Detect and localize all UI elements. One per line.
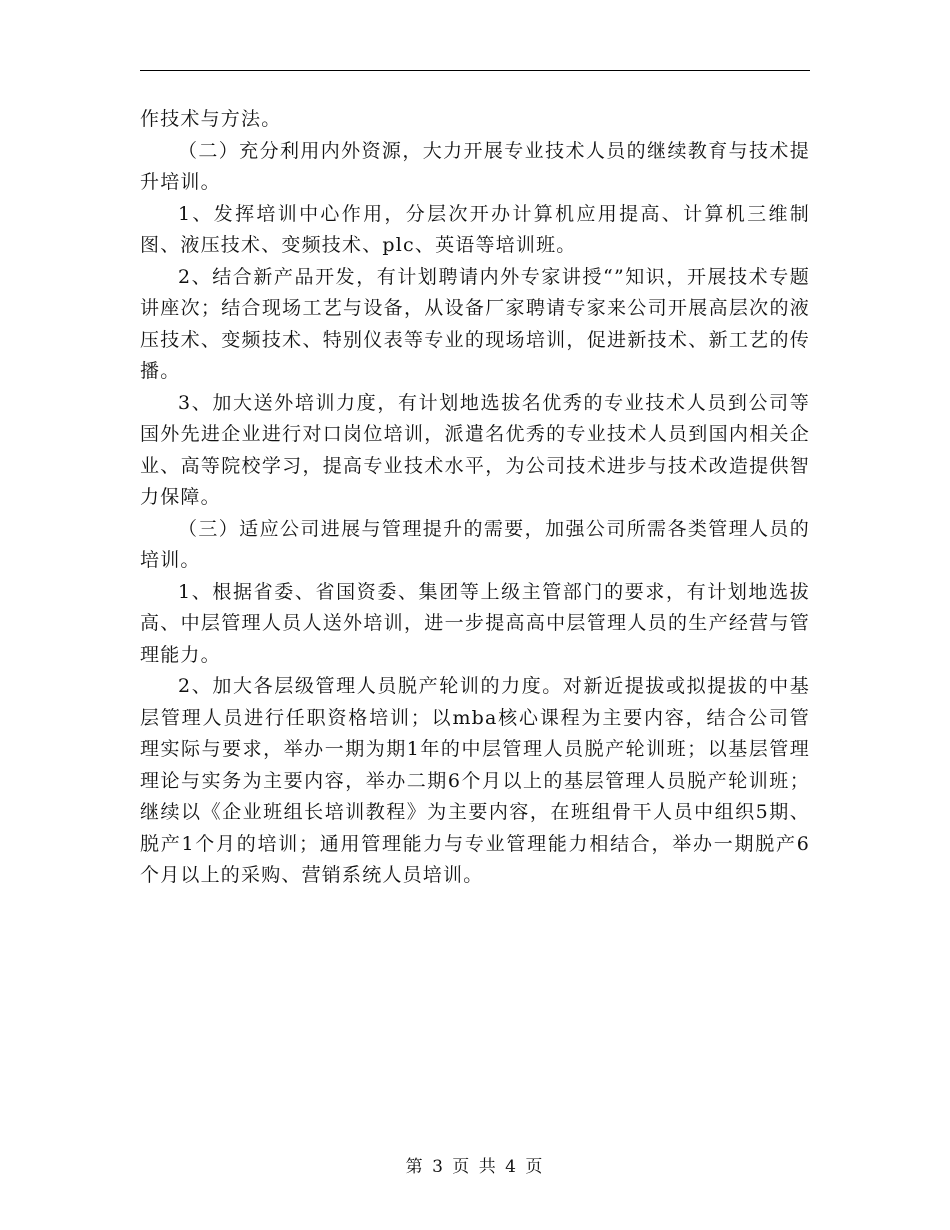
section-heading: （二）充分利用内外资源，大力开展专业技术人员的继续教育与技术提升培训。 — [140, 139, 810, 193]
page-number-footer: 第 3 页 共 4 页 — [405, 1157, 545, 1177]
paragraph: 1、发挥培训中心作用，分层次开办计算机应用提高、计算机三维制图、液压技术、变频技术、plc、英语等培训班。 — [140, 202, 810, 256]
section-heading: （三）适应公司进展与管理提升的需要，加强公司所需各类管理人员的培训。 — [140, 517, 810, 571]
header-rule — [140, 70, 810, 71]
paragraph: 1、根据省委、省国资委、集团等上级主管部门的要求，有计划地选拔高、中层管理人员人送外培训，进一步提高高中层管理人员的生产经营与管理能力。 — [140, 580, 810, 666]
paragraph: 3、加大送外培训力度，有计划地选拔名优秀的专业技术人员到公司等国外先进企业进行对口岗位培训，派遣名优秀的专业技术人员到国内相关企业、高等院校学习，提高专业技术水平，为公司技术进步与技术改造提供智力保障。 — [140, 391, 810, 508]
paragraph: 2、加大各层级管理人员脱产轮训的力度。对新近提拔或拟提拔的中基层管理人员进行任职资格培训；以mba核心课程为主要内容，结合公司管理实际与要求，举办一期为期1年的中层管理人员脱产轮训班；以基层管理理论与实务为主要内容，举办二期6个月以上的基层管理人员脱产轮训班；继续以《企业班组长培训教程》为主要内容，在班组骨干人员中组织5期、脱产1个月的培训；通用管理能力与专业管理能力相结合，举办一期脱产6个月以上的采购、营销系统人员培训。 — [140, 675, 810, 886]
document-body — [140, 104, 810, 892]
paragraph: 作技术与方法。 — [140, 108, 282, 130]
paragraph: 2、结合新产品开发，有计划聘请内外专家讲授“”知识，开展技术专题讲座次；结合现场工艺与设备，从设备厂家聘请专家来公司开展高层次的液压技术、变频技术、特别仪表等专业的现场培训，促进新技术、新工艺的传播。 — [140, 265, 810, 382]
